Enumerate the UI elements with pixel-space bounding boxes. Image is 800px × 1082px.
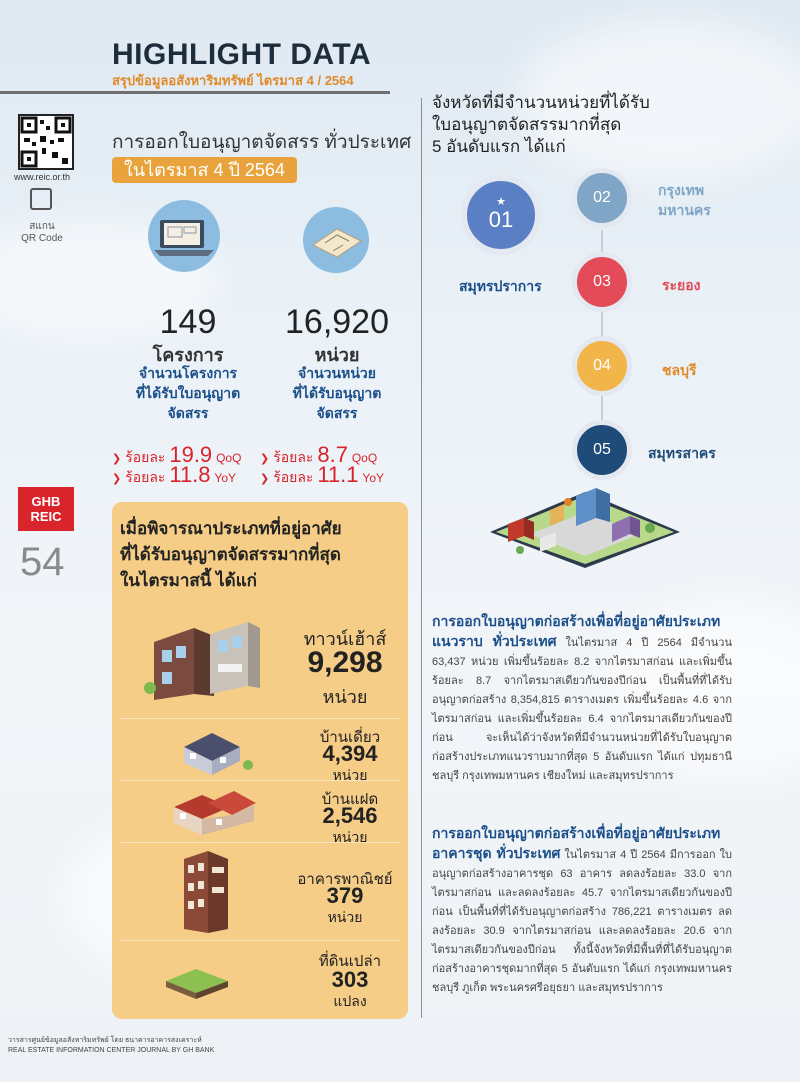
projects-yoy-tag: YoY: [214, 471, 237, 485]
projects-desc-line1: จำนวนโครงการ: [138, 365, 238, 381]
rank-3-badge: [572, 252, 632, 312]
logo-line2: REIC: [30, 509, 62, 524]
housing-type-row: [120, 780, 400, 845]
projects-yoy-change: [112, 462, 236, 489]
housing-type-unit: หน่วย: [322, 687, 368, 707]
rank-3-number: 03: [593, 273, 611, 290]
lowrise-body: หน่วย เพิ่มขึ้นร้อยละ 8.2 จากไตรมาสก่อน และเพิ่มขึ้นร้อยละ 8.7 จากไตรมาสเดียวกันของปีก่อน เป็นพื้นที่ที่ได้รับอนุญาตก่อสร้าง 8,354,815 ตารางเมตร เพิ่มขึ้นร้อยละ 4.6 จากไตรมาสก่อน และเพิ่มขึ้นร้อยละ 6.4 จากไตรมาสเดียวกันของปีก่อน จะเห็นได้ว่าจังหวัดที่มีจำนวนหน่วยที่ได้รับใบอนุญาตก่อสร้างประเภทแนวราบมากที่สุด 5 อันดับแรก ได้แก่ ปทุมธานี ชลบุรี กรุงเทพมหานคร เชียงใหม่ และสมุทรปราการ: [432, 656, 732, 782]
rank-5-badge: [572, 420, 632, 480]
lowrise-lead: ในไตรมาส 4 ปี 2564 มีจำนวน 63,437: [432, 637, 732, 668]
provinces-title-line3: 5 อันดับแรก ได้แก่: [432, 137, 566, 156]
footer-line1: วารสารศูนย์ข้อมูลอสังหาริมทรัพย์ โดย ธนาคารอาคารสงเคราะห์: [8, 1037, 202, 1044]
rank-3-province: ระยอง: [662, 277, 701, 293]
rank-5-province: สมุทรสาคร: [648, 445, 716, 461]
housing-types-title-line3: ในไตรมาสนี้ ได้แก่: [120, 571, 257, 590]
housing-type-label: ที่ดินเปล่า: [318, 953, 382, 970]
ghb-reic-logo: [18, 487, 74, 531]
units-desc-line1: จำนวนหน่วย: [298, 365, 376, 381]
permit-section-title: การออกใบอนุญาตจัดสรร ทั่วประเทศ: [112, 132, 412, 153]
projects-yoy-prefix: ร้อยละ: [125, 469, 166, 485]
down-arrow-icon: ❯: [260, 473, 270, 485]
projects-yoy-value: 11.8: [169, 462, 211, 487]
scan-label: [20, 221, 64, 245]
units-description: [277, 363, 397, 423]
housing-types-title-line1: เมื่อพิจารณาประเภทที่อยู่อาศัย: [120, 519, 342, 538]
condo-permit-paragraph: [432, 844, 732, 998]
rank-1-province: สมุทรปราการ: [459, 278, 542, 294]
housing-type-row: [120, 940, 400, 1018]
rank-4-badge: [572, 336, 632, 396]
commercial-building-icon: [178, 849, 238, 935]
condo-heading-line2: อาคารชุด ทั่วประเทศ: [432, 845, 561, 861]
condo-permit-heading: [432, 822, 732, 844]
scan-icon: [30, 188, 52, 210]
housing-type-label: ทาวน์เฮ้าส์: [303, 629, 387, 649]
housing-type-value: 2,546: [322, 803, 378, 828]
lowrise-permit-heading: [432, 610, 732, 632]
units-yoy-prefix: ร้อยละ: [273, 469, 314, 485]
housing-type-value: 303: [331, 967, 369, 992]
down-arrow-icon: ❯: [260, 453, 270, 465]
scan-label-line2: QR Code: [21, 233, 63, 244]
projects-description: [128, 363, 248, 423]
scan-label-line1: สแกน: [29, 221, 55, 232]
footer-line2: REAL ESTATE INFORMATION CENTER JOURNAL BY GH BANK: [8, 1047, 215, 1054]
housing-type-value: 379: [326, 883, 364, 908]
rank-2-province: [658, 180, 711, 220]
units-yoy-tag: YoY: [362, 471, 385, 485]
qr-code-icon[interactable]: [18, 114, 74, 170]
housing-type-unit: หน่วย: [332, 829, 368, 845]
page-subtitle: สรุปข้อมูลอสังหาริมทรัพย์ ไตรมาส 4 / 2564: [112, 73, 354, 88]
housing-type-label: อาคารพาณิชย์: [297, 871, 393, 888]
laptop-blueprint-icon: [148, 200, 220, 272]
permit-period-badge: ในไตรมาส 4 ปี 2564: [112, 157, 297, 183]
rank-2-province-line1: กรุงเทพ: [658, 182, 705, 198]
vacant-land-icon: [162, 965, 232, 1001]
housing-type-label: บ้านเดี่ยว: [319, 729, 381, 746]
units-desc-line2: ที่ได้รับอนุญาต: [292, 385, 382, 401]
down-arrow-icon: ❯: [112, 453, 122, 465]
rank-2-province-line2: มหานคร: [658, 202, 711, 218]
detached-house-icon: [176, 725, 256, 777]
units-count: 16,920: [285, 303, 389, 341]
rank-2-badge: [572, 168, 632, 228]
rank-4-province: ชลบุรี: [662, 362, 697, 378]
footer-credit: [8, 1036, 214, 1056]
projects-qoq-prefix: ร้อยละ: [125, 449, 166, 465]
website-url[interactable]: www.reic.or.th: [14, 172, 71, 182]
lowrise-heading-line1: การออกใบอนุญาตก่อสร้างเพื่อที่อยู่อาศัยประเภท: [432, 613, 721, 629]
units-yoy-change: [260, 462, 384, 489]
units-qoq-prefix: ร้อยละ: [273, 449, 314, 465]
page-title: HIGHLIGHT DATA: [112, 38, 372, 71]
condo-body: ใบอนุญาตก่อสร้างอาคารชุด 63 อาคาร ลดลงร้อยละ 33.0 จากไตรมาสก่อน และลดลงร้อยละ 45.7 จากไตรมาสเดียวกันของปีก่อน เป็นพื้นที่ที่ได้รับอนุญาตก่อสร้าง 786,221 ตารางเมตร ลดลงร้อยละ 30.9 จากไตรมาสก่อน และลดลงร้อยละ 20.6 จากไตรมาสเดียวกันของปีก่อน ทั้งนี้จังหวัดที่มีพื้นที่ที่ได้รับอนุญาตก่อสร้างอาคารชุดมากที่สุด 5 อันดับแรก ได้แก่ กรุงเทพมหานคร ชลบุรี ภูเก็ต พระนครศรีอยุธยา และสมุทรปราการ: [432, 849, 732, 994]
housing-type-unit: แปลง: [333, 993, 367, 1009]
condo-heading-line1: การออกใบอนุญาตก่อสร้างเพื่อที่อยู่อาศัยประเภท: [432, 825, 721, 841]
projects-qoq-value: 19.9: [169, 442, 213, 467]
rank-1-number: 01: [488, 207, 514, 232]
units-desc-line3: จัดสรร: [316, 405, 358, 421]
housing-type-label: บ้านแฝด: [321, 791, 379, 808]
housing-type-unit: หน่วย: [327, 909, 363, 925]
units-unit: หน่วย: [314, 345, 360, 365]
units-yoy-value: 11.1: [317, 462, 359, 487]
floorplan-icon: [303, 207, 369, 273]
housing-type-value: 9,298: [307, 646, 383, 679]
housing-type-value: 4,394: [322, 741, 378, 766]
housing-type-row: [120, 718, 400, 783]
city-illustration: [480, 472, 690, 572]
rank-2-number: 02: [593, 189, 611, 206]
housing-types-title: [120, 516, 400, 594]
units-qoq-value: 8.7: [317, 442, 348, 467]
rank-5-number: 05: [593, 441, 611, 458]
projects-desc-line2: ที่ได้รับใบอนุญาต: [135, 385, 241, 401]
units-qoq-tag: QoQ: [351, 451, 378, 465]
column-divider: [421, 98, 422, 1018]
housing-types-title-line2: ที่ได้รับอนุญาตจัดสรรมากที่สุด: [120, 545, 341, 564]
housing-type-unit: หน่วย: [332, 767, 368, 783]
housing-type-row: [120, 842, 400, 938]
condo-lead: ในไตรมาส 4 ปี 2564 มีการออก: [560, 849, 716, 861]
page-number: 54: [20, 540, 65, 584]
provinces-title-line2: ใบอนุญาตจัดสรรมากที่สุด: [432, 115, 622, 134]
lowrise-permit-paragraph: [432, 632, 732, 786]
star-icon: ★: [496, 196, 506, 208]
provinces-title: [432, 92, 732, 158]
rank-4-number: 04: [593, 357, 611, 374]
down-arrow-icon: ❯: [112, 473, 122, 485]
header-divider: [0, 91, 390, 94]
semi-detached-house-icon: [168, 785, 258, 839]
rank-1-badge: [461, 175, 541, 255]
housing-type-row: [120, 606, 400, 718]
projects-count: 149: [159, 303, 217, 341]
provinces-title-line1: จังหวัดที่มีจำนวนหน่วยที่ได้รับ: [432, 93, 650, 112]
projects-qoq-tag: QoQ: [216, 451, 242, 465]
projects-desc-line3: จัดสรร: [167, 405, 209, 421]
logo-line1: GHB: [31, 494, 61, 509]
projects-unit: โครงการ: [152, 345, 224, 365]
lowrise-heading-line2: แนวราบ ทั่วประเทศ: [432, 633, 557, 649]
townhouse-icon: [144, 614, 264, 706]
